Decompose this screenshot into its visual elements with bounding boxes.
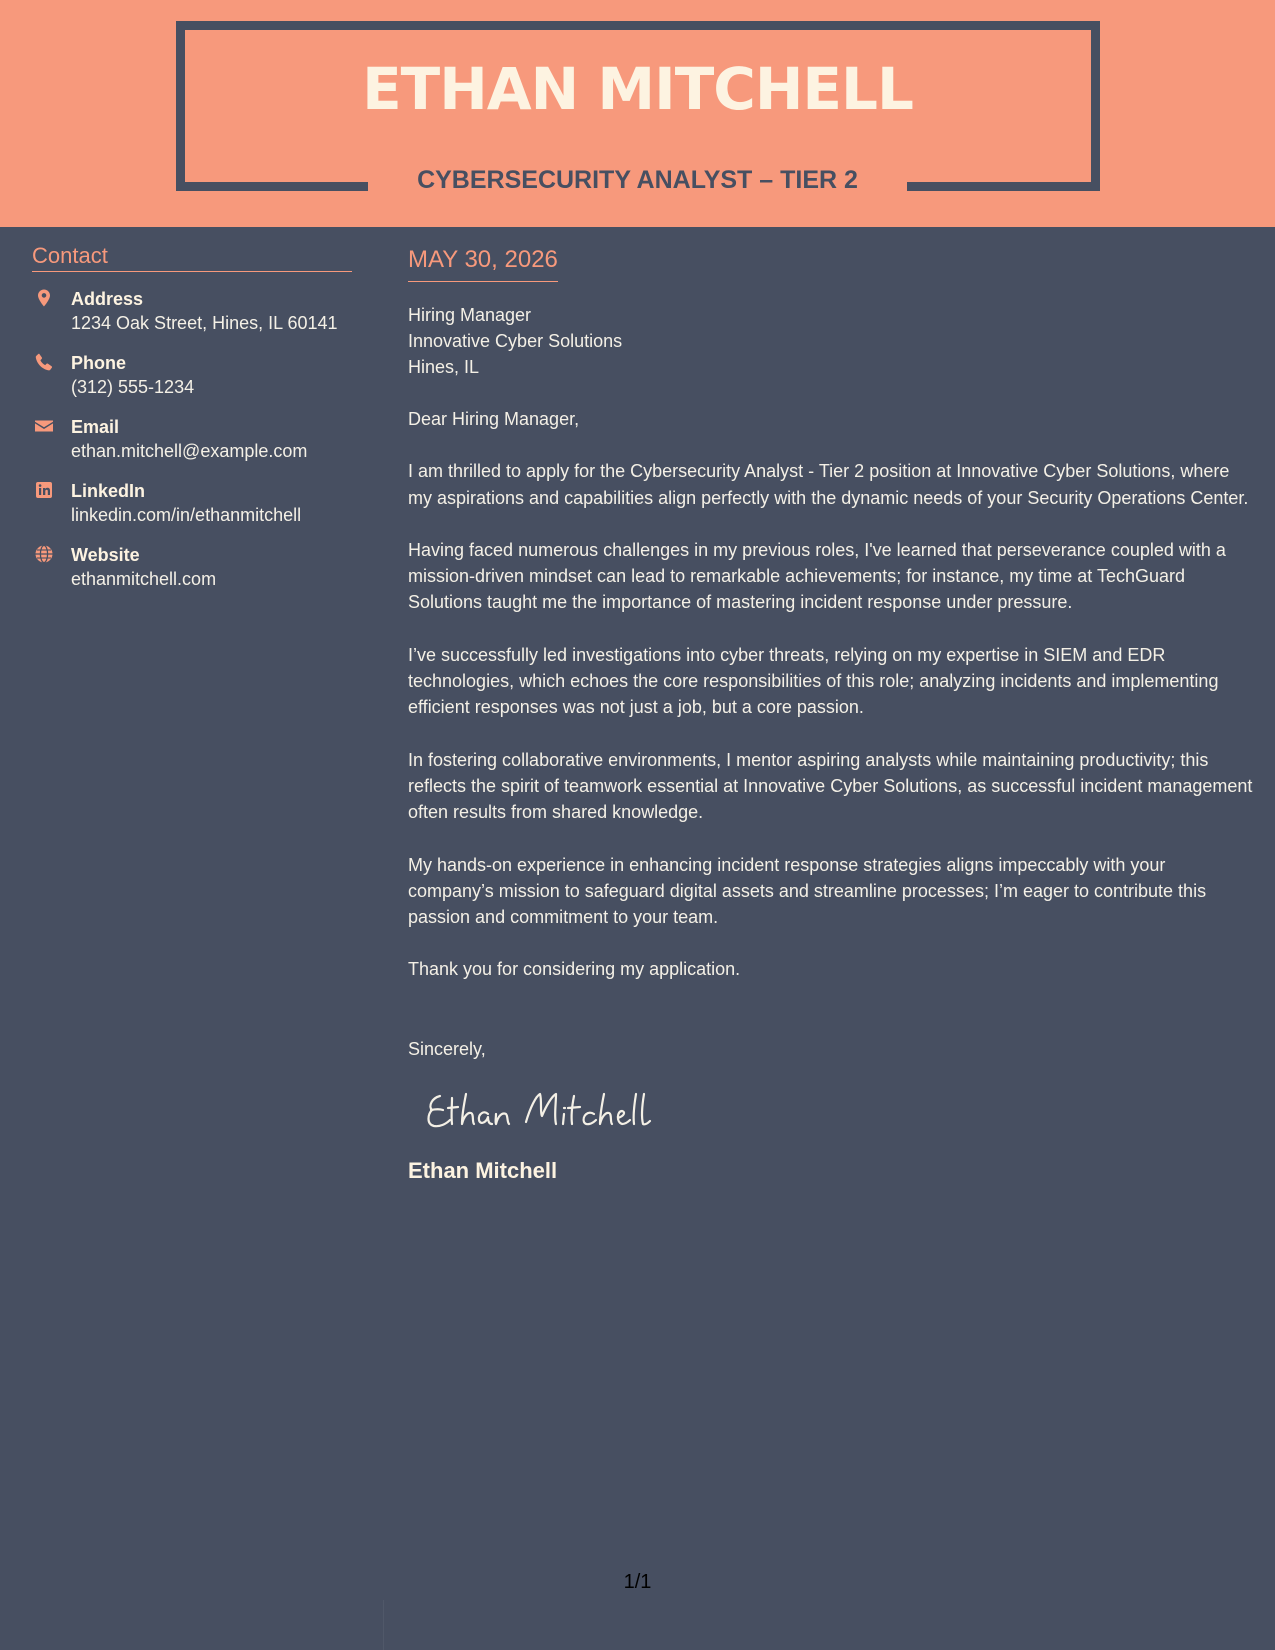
envelope-icon bbox=[34, 416, 54, 436]
contact-item-website bbox=[32, 543, 352, 592]
phone-icon bbox=[34, 352, 54, 372]
letter-paragraph: I am thrilled to apply for the Cybersecurity Analyst - Tier 2 position at Innovative Cyber Solutions, where my aspirations and capabilities align perfectly with the dynamic needs of your Security Operations Center. bbox=[408, 461, 1249, 508]
contact-label: LinkedIn bbox=[71, 481, 146, 502]
recipient-line: Hiring Manager bbox=[408, 305, 532, 325]
page-number: 1/1 bbox=[623, 1571, 652, 1593]
contact-item-email bbox=[32, 415, 352, 464]
map-pin-icon bbox=[34, 288, 54, 308]
applicant-name: ETHAN MITCHELL bbox=[362, 55, 913, 123]
contact-label: Address bbox=[71, 289, 144, 310]
letter-body bbox=[408, 245, 1253, 1185]
recipient-line: Innovative Cyber Solutions bbox=[408, 331, 623, 351]
contact-sidebar bbox=[32, 243, 352, 592]
globe-icon bbox=[34, 544, 54, 564]
contact-item-phone bbox=[32, 351, 352, 400]
recipient-line: Hines, IL bbox=[408, 357, 480, 377]
letter-date: MAY 30, 2026 bbox=[408, 245, 558, 282]
linkedin-icon bbox=[34, 480, 54, 500]
contact-value: linkedin.com/in/ethanmitchell bbox=[71, 505, 302, 526]
header-banner bbox=[0, 0, 1275, 227]
recipient-block bbox=[408, 302, 1253, 380]
contact-value: (312) 555-1234 bbox=[71, 377, 195, 398]
contact-value: 1234 Oak Street, Hines, IL 60141 bbox=[71, 313, 338, 334]
contact-value: ethan.mitchell@example.com bbox=[71, 441, 308, 462]
letter-paragraph: Thank you for considering my application. bbox=[408, 959, 741, 980]
contact-label: Website bbox=[71, 545, 140, 566]
handwritten-signature bbox=[422, 1084, 662, 1134]
letter-paragraph: My hands-on experience in enhancing incident response strategies aligns impeccably with your company’s mission to safeguard digital assets and streamline processes; I’m eager to contribute this passion and commitment to your team. bbox=[408, 854, 1207, 928]
contact-label: Email bbox=[71, 417, 120, 438]
signer-name: Ethan Mitchell bbox=[408, 1158, 558, 1184]
column-divider bbox=[383, 1600, 384, 1650]
job-title: CYBERSECURITY ANALYST – TIER 2 bbox=[417, 166, 858, 194]
letter-paragraph: In fostering collaborative environments, I mentor aspiring analysts while maintaining productivity; this reflects the spirit of teamwork essential at Innovative Cyber Solutions, as successful incident management often results from shared knowledge. bbox=[408, 749, 1253, 823]
contact-heading: Contact bbox=[32, 243, 352, 272]
contact-item-linkedin bbox=[32, 479, 352, 528]
contact-value: ethanmitchell.com bbox=[71, 569, 217, 590]
letter-closing: Sincerely, bbox=[408, 1038, 486, 1059]
letter-paragraph: Having faced numerous challenges in my previous roles, I've learned that perseverance coupled with a mission-driven mindset can lead to remarkable achievements; for instance, my time at TechGuard Solutions taught me the importance of mastering incident response under pressure. bbox=[408, 539, 1226, 613]
salutation: Dear Hiring Manager, bbox=[408, 409, 580, 429]
contact-item-address bbox=[32, 287, 352, 336]
contact-label: Phone bbox=[71, 353, 127, 374]
letter-paragraph: I’ve successfully led investigations into cyber threats, relying on my expertise in SIEM and EDR technologies, which echoes the core responsibilities of this role; analyzing incidents and implementing efficient responses was not just a job, but a core passion. bbox=[408, 644, 1219, 718]
